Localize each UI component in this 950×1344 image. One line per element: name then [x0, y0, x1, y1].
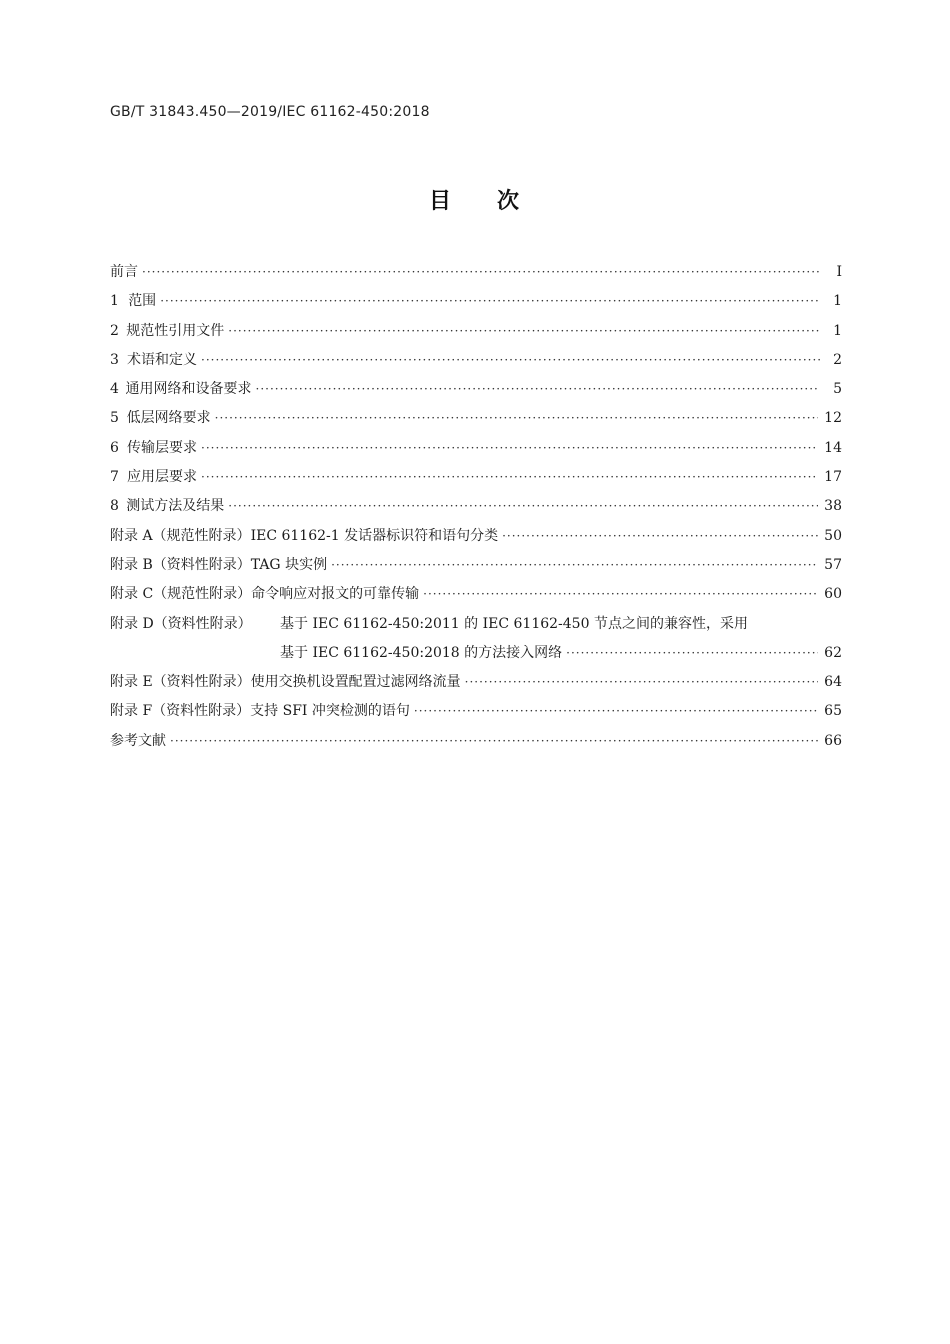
toc-entry-number: 1: [110, 293, 119, 310]
document-header: GB/T 31843.450—2019/IEC 61162-450:2018: [110, 104, 430, 120]
toc-entry-page: 12: [824, 410, 842, 427]
toc-entry-page: 60: [824, 586, 842, 603]
annex-prefix: 附录 F（资料性附录）: [110, 703, 251, 720]
dot-leader: [201, 470, 818, 484]
annex-prefix: 附录 B（资料性附录）: [110, 556, 251, 573]
toc-entry-label: 范围: [128, 293, 157, 310]
annex-prefix: 附录 C（规范性附录）: [110, 586, 252, 603]
page-title: [0, 184, 950, 215]
toc-entry-label: 基于 IEC 61162-450:2011 的 IEC 61162-450 节点之间的兼容性，采用: [280, 615, 748, 632]
toc-entry-number: 8: [110, 498, 119, 515]
toc-entry-page: 38: [824, 498, 842, 515]
dot-leader: [228, 324, 820, 338]
toc-entry-page: 2: [833, 351, 842, 368]
toc-entry-label: 使用交换机设置配置过滤网络流量: [250, 674, 461, 691]
toc-entry-7[interactable]: [110, 466, 842, 495]
dot-leader: [201, 353, 820, 367]
toc-entry-page: 65: [824, 703, 842, 720]
toc-entry-page: 57: [824, 556, 842, 573]
toc-entry-annex-d[interactable]: [110, 613, 842, 642]
dot-leader: [331, 558, 818, 572]
toc-entry-page: 17: [824, 469, 842, 486]
toc-entry-page: 1: [833, 322, 842, 339]
toc-entry-foreword[interactable]: [110, 261, 842, 290]
toc-entry-label: 应用层要求: [127, 469, 197, 486]
dot-leader: [423, 587, 818, 601]
toc-entry-label: IEC 61162-1 发话器标识符和语句分类: [250, 527, 499, 544]
toc-entry-annex-a[interactable]: [110, 525, 842, 554]
toc-entry-number: 6: [110, 439, 119, 456]
toc-entry-label: 参考文献: [110, 732, 166, 749]
dot-leader: [256, 382, 820, 396]
toc-entry-label: 术语和定义: [127, 351, 198, 368]
dot-leader: [414, 704, 818, 718]
dot-leader: [566, 646, 818, 660]
dot-leader: [201, 441, 818, 455]
toc-entry-page: 1: [833, 293, 842, 310]
toc-entry-page: 62: [824, 644, 842, 661]
toc-entry-number: 3: [110, 351, 119, 368]
toc-entry-page: 14: [824, 439, 842, 456]
toc-entry-bibliography[interactable]: [110, 730, 842, 759]
toc-entry-2[interactable]: [110, 320, 842, 349]
toc-entry-page: 50: [824, 527, 842, 544]
toc-entry-label: TAG 块实例: [250, 556, 328, 573]
dot-leader: [465, 675, 819, 689]
toc-entry-number: 2: [110, 322, 119, 339]
toc-entry-4[interactable]: [110, 378, 842, 407]
toc-entry-5[interactable]: [110, 407, 842, 436]
toc-entry-label: 命令响应对报文的可靠传输: [251, 586, 420, 603]
toc-entry-1[interactable]: [110, 290, 842, 319]
toc-entry-label: 通用网络和设备要求: [125, 381, 252, 398]
toc-entry-annex-d-continued[interactable]: [110, 642, 842, 671]
toc-entry-page: I: [836, 264, 842, 280]
toc-entry-label: 低层网络要求: [126, 410, 211, 427]
toc-entry-annex-c[interactable]: [110, 583, 842, 612]
toc-entry-3[interactable]: [110, 349, 842, 378]
toc-entry-label: 传输层要求: [127, 439, 197, 456]
toc-entry-label: 支持 SFI 冲突检测的语句: [250, 703, 410, 720]
annex-prefix: 附录 E（资料性附录）: [110, 674, 251, 691]
dot-leader: [502, 529, 818, 543]
dot-leader: [228, 499, 818, 513]
toc-entry-8[interactable]: [110, 495, 842, 524]
annex-prefix: 附录 A（规范性附录）: [110, 527, 251, 544]
toc-entry-label: 前言: [110, 264, 138, 280]
toc-entry-number: 5: [110, 410, 119, 427]
toc-entry-annex-e[interactable]: [110, 671, 842, 700]
toc-entry-6[interactable]: [110, 437, 842, 466]
dot-leader: [142, 265, 820, 279]
toc-entry-page: 66: [824, 732, 842, 749]
table-of-contents: [110, 261, 842, 759]
toc-entry-page: 5: [833, 381, 842, 398]
toc-entry-label: 规范性引用文件: [126, 322, 225, 339]
toc-entry-label: 测试方法及结果: [126, 498, 225, 515]
title-char-left: 目: [428, 189, 453, 214]
dot-leader: [170, 734, 818, 748]
toc-entry-number: 4: [110, 381, 119, 398]
toc-entry-label-continued: 基于 IEC 61162-450:2018 的方法接入网络: [280, 644, 563, 661]
toc-entry-number: 7: [110, 469, 119, 486]
toc-entry-page: 64: [824, 674, 842, 691]
dot-leader: [160, 294, 820, 308]
title-char-right: 次: [497, 189, 522, 214]
dot-leader: [215, 411, 819, 425]
toc-entry-annex-f[interactable]: [110, 700, 842, 729]
annex-prefix: 附录 D（资料性附录）: [110, 615, 252, 632]
toc-entry-annex-b[interactable]: [110, 554, 842, 583]
